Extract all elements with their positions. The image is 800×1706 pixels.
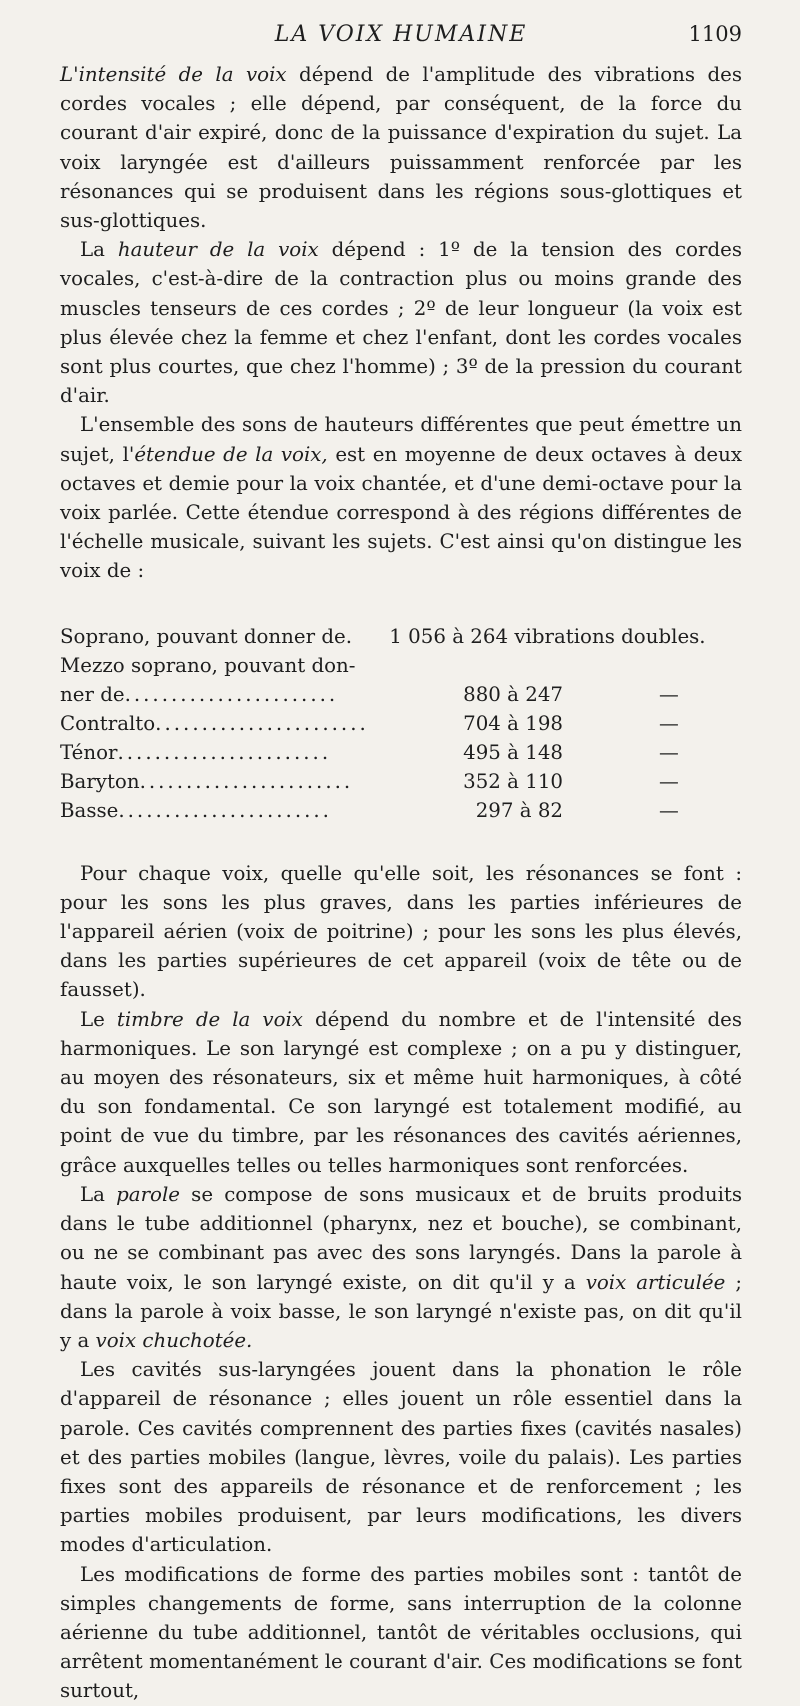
running-head bbox=[60, 8, 742, 60]
running-title: LA VOIX HUMAINE bbox=[274, 22, 528, 47]
paragraph-cavities: Les cavités sus-laryngées jouent dans la phonation le rôle d'appareil de résonance ; elles jouent un rôle essentiel dans la parole. Ces cavités comprennent des parties fixes (cavités nasales) et des parties mobiles (langue, lèvres, voile du palais). Les parties fixes sont des appareils de résonance et de renforcement ; les parties mobiles produisent, par leurs modifications, les divers modes d'articulation. bbox=[60, 1358, 742, 1557]
voice-name: Contralto bbox=[60, 711, 156, 735]
voice-name: Baryton bbox=[60, 769, 140, 793]
paragraph-speech: La parole se compose de sons musicaux et de bruits produits dans le tube additionnel (pharynx, nez et bouche), se combinant, ou ne se combinant pas avec des sons laryngés. Dans la parole à haute voix, le son laryngé existe, on dit qu'il y a voix articulée ; dans la parole à voix basse, le son laryngé n'existe pas, on dit qu'il y a voix chuchotée. bbox=[60, 1182, 742, 1352]
leader-dots: ....................... bbox=[139, 769, 354, 793]
table-row bbox=[60, 767, 742, 796]
voice-name: Ténor bbox=[60, 740, 118, 764]
leader-dots: ....................... bbox=[155, 711, 369, 735]
leader-dots: ....................... bbox=[118, 798, 332, 822]
voice-name: Basse bbox=[60, 798, 119, 822]
ditto-mark: — bbox=[659, 798, 679, 822]
paragraph-resonance: Pour chaque voix, quelle qu'elle soit, les résonances se font : pour les sons les plus graves, dans les parties inférieures de l'appareil aérien (voix de poitrine) ; pour les sons les plus élevés, dans les parties supérieures de cet appareil (voix de tête ou de fausset). bbox=[60, 861, 742, 1002]
voice-range: 880 à 247 bbox=[463, 682, 563, 706]
ditto-mark: — bbox=[659, 711, 679, 735]
table-row bbox=[60, 738, 742, 767]
voice-range: 495 à 148 bbox=[463, 740, 563, 764]
table-row-mezzo-label bbox=[60, 651, 742, 680]
table-row-mezzo bbox=[60, 680, 742, 709]
voice-range: 352 à 110 bbox=[463, 769, 563, 793]
leader-dots: ....................... bbox=[124, 682, 339, 706]
voice-name: ner de bbox=[60, 682, 125, 706]
table-row bbox=[60, 796, 742, 825]
term-articulated-voice: voix articulée bbox=[585, 1270, 726, 1294]
leader-dots: ....................... bbox=[117, 740, 332, 764]
voice-range-table bbox=[60, 622, 742, 825]
term-timbre: timbre de la voix bbox=[116, 1007, 303, 1031]
ditto-mark: — bbox=[659, 769, 679, 793]
ditto-mark: — bbox=[659, 682, 679, 706]
paragraph-timbre: Le timbre de la voix dépend du nombre et de l'intensité des harmoniques. Le son laryngé est complexe ; on a pu y distinguer, au moyen des résonateurs, six et même huit harmoniques, à côté du son fondamental. Ce son laryngé est totalement modifié, au point de vue du timbre, par les résonances des cavités aériennes, grâce auxquelles telles ou telles harmoniques sont renforcées. bbox=[60, 1007, 742, 1177]
paragraph-modifications: Les modifications de forme des parties mobiles sont : tantôt de simples changements de forme, sans interruption de la colonne aérienne du tube additionnel, tantôt de véritables occlusions, qui arrêtent momentanément le courant d'air. Ces modifications se font surtout, bbox=[60, 1562, 742, 1703]
page-number: 1109 bbox=[688, 22, 742, 46]
table-row-soprano bbox=[60, 622, 742, 651]
paragraph-range: L'ensemble des sons de hauteurs différentes que peut émettre un sujet, l'étendue de la voix, est en moyenne de deux octaves à deux octaves et demie pour la voix chantée, et d'une demi-octave pour la voix parlée. Cette étendue correspond à des régions différentes de l'échelle musicale, suivant les sujets. C'est ainsi qu'on distingue les voix de : bbox=[60, 413, 742, 583]
term-intensity: L'intensité de la voix bbox=[60, 63, 287, 86]
paragraph-pitch: La hauteur de la voix dépend : 1º de la tension des cordes vocales, c'est-à-dire de la contraction plus ou moins grande des muscles tenseurs de ces cordes ; 2º de leur longueur (la voix est plus élevée chez la femme et chez l'enfant, dont les cordes vocales sont plus courtes, que chez l'homme) ; 3º de la pression du courant d'air. bbox=[60, 238, 743, 408]
table-row bbox=[60, 709, 742, 738]
term-speech: parole bbox=[116, 1182, 180, 1206]
term-pitch: hauteur de la voix bbox=[117, 238, 319, 262]
term-whispered-voice: voix chuchotée. bbox=[95, 1328, 253, 1352]
voice-name: Mezzo soprano, pouvant don- bbox=[60, 653, 356, 677]
paragraph-intensity: L'intensité de la voix dépend de l'amplitude des vibrations des cordes vocales ; elle dépend, par conséquent, de la force du courant d'air expiré, donc de la puissance d'expiration du sujet. La voix laryngée est d'ailleurs puissamment renforcée par les résonances qui se produisent dans les régions sous-glottiques et sus-glottiques. bbox=[60, 63, 742, 233]
term-range: étendue de la voix, bbox=[134, 442, 328, 466]
voice-name: Soprano, pouvant donner de. bbox=[60, 624, 353, 648]
voice-range: 297 à 82 bbox=[475, 798, 563, 822]
voice-range: 1 056 à 264 bbox=[389, 624, 509, 648]
ditto-mark: — bbox=[659, 740, 679, 764]
voice-range: 704 à 198 bbox=[463, 711, 563, 735]
voice-unit: vibrations doubles. bbox=[514, 624, 706, 648]
